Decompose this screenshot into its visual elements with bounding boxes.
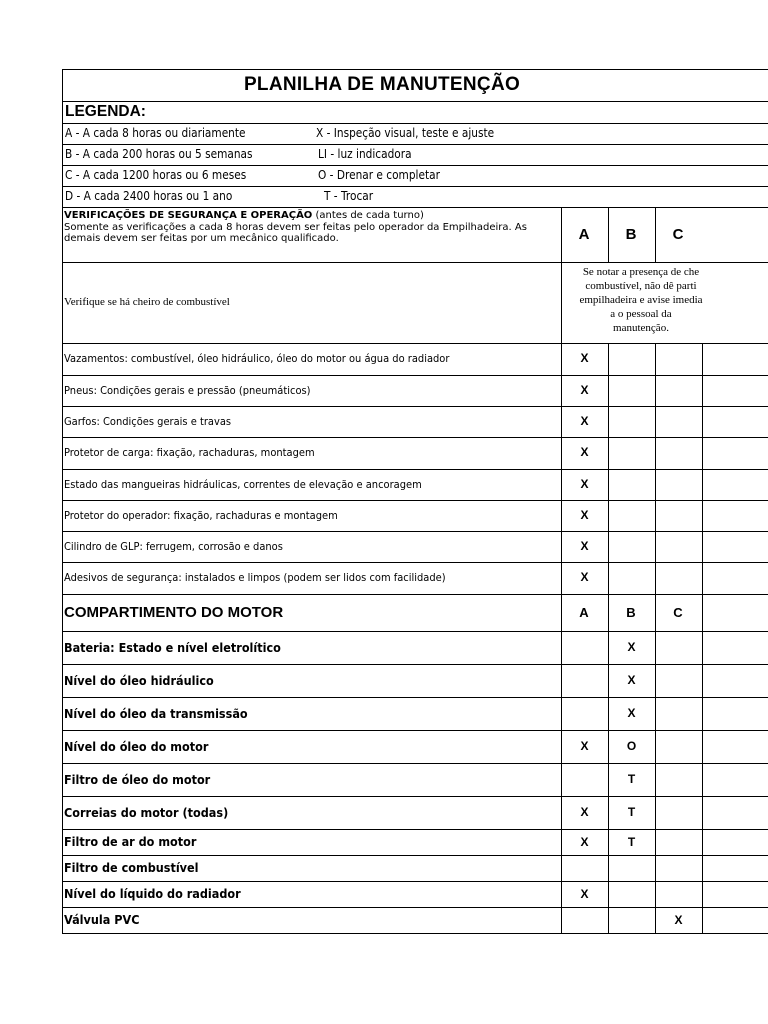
interval-cell-a: X — [580, 805, 589, 819]
interval-cell-b: X — [627, 673, 636, 687]
interval-cell-c — [655, 855, 702, 881]
column-header-c: C — [672, 226, 684, 243]
interval-cell-c — [655, 730, 702, 763]
legend-frequency: D - A cada 2400 horas ou 1 ano — [65, 189, 233, 203]
interval-cell-b — [608, 881, 655, 907]
interval-cell-c — [655, 697, 702, 730]
checklist-item-label: Protetor de carga: fixação, rachaduras, montagem — [64, 446, 315, 459]
interval-cell-b: T — [627, 835, 636, 849]
interval-cell-b: T — [627, 805, 636, 819]
legend-row — [62, 186, 768, 207]
interval-cell-a — [561, 697, 608, 730]
interval-cell-b — [608, 406, 655, 437]
checklist-item-label: Pneus: Condições gerais e pressão (pneumáticos) — [64, 384, 311, 397]
checklist-item-label: Válvula PVC — [64, 912, 140, 927]
legend-frequency: B - A cada 200 horas ou 5 semanas — [65, 147, 253, 161]
interval-cell-b: T — [627, 772, 636, 786]
interval-cell-a — [561, 763, 608, 796]
engine-section-heading: COMPARTIMENTO DO MOTOR — [64, 604, 284, 621]
interval-cell-c — [655, 562, 702, 593]
interval-cell-c — [655, 469, 702, 500]
interval-cell-a: X — [580, 887, 589, 901]
column-header-c: C — [673, 605, 683, 620]
interval-cell-c — [655, 763, 702, 796]
safety-heading-note: (antes de cada turno) — [315, 210, 424, 221]
interval-cell-c — [655, 631, 702, 664]
interval-cell-b — [608, 437, 655, 468]
legend-row — [62, 123, 768, 144]
interval-cell-a — [561, 907, 608, 933]
interval-cell-a: X — [580, 570, 589, 584]
checklist-item-label: Estado das mangueiras hidráulicas, correntes de elevação e ancoragem — [64, 478, 422, 491]
interval-cell-b — [608, 469, 655, 500]
legend-code: T - Trocar — [324, 189, 374, 203]
interval-cell-b: O — [626, 739, 637, 753]
interval-cell-a: X — [580, 351, 589, 365]
interval-cell-a: X — [580, 383, 589, 397]
interval-cell-b — [608, 562, 655, 593]
column-header-a: A — [579, 605, 589, 620]
checklist-item-label: Correias do motor (todas) — [64, 805, 229, 820]
interval-cell-c — [655, 531, 702, 562]
interval-cell-a — [561, 664, 608, 697]
interval-cell-c — [655, 829, 702, 855]
checklist-item-label: Filtro de combustível — [64, 860, 199, 875]
interval-cell-b — [608, 907, 655, 933]
interval-cell-a: X — [580, 835, 589, 849]
legend-row — [62, 144, 768, 165]
checklist-item-label: Adesivos de segurança: instalados e limpos (podem ser lidos com facilidade) — [64, 571, 446, 584]
column-header-b: B — [625, 226, 637, 243]
legend-frequency: A - A cada 8 horas ou diariamente — [65, 126, 246, 140]
interval-cell-a: X — [580, 445, 589, 459]
interval-cell-c: X — [674, 913, 683, 927]
safety-description: demais devem ser feitas por um mecânico qualificado. — [64, 233, 339, 244]
interval-cell-a: X — [580, 508, 589, 522]
legend-row — [62, 165, 768, 186]
interval-cell-b — [608, 500, 655, 531]
grid-line — [62, 933, 768, 934]
interval-cell-b — [608, 343, 655, 374]
grid-line — [62, 594, 768, 595]
legend-code: LI - luz indicadora — [318, 147, 412, 161]
grid-line — [62, 101, 768, 102]
legend-code: O - Drenar e completar — [318, 168, 440, 182]
interval-cell-c — [655, 375, 702, 406]
interval-cell-c — [655, 664, 702, 697]
checklist-item-label: Nível do óleo do motor — [64, 739, 209, 754]
interval-cell-c — [655, 881, 702, 907]
interval-cell-a: X — [580, 739, 589, 753]
safety-section-header — [64, 210, 554, 262]
page-title: PLANILHA DE MANUTENÇÃO — [243, 74, 521, 95]
interval-cell-b — [608, 855, 655, 881]
checklist-item-label: Bateria: Estado e nível eletrolítico — [64, 640, 281, 655]
checklist-item-label: Filtro de ar do motor — [64, 834, 197, 849]
grid-line — [702, 343, 703, 934]
interval-cell-a — [561, 855, 608, 881]
interval-cell-b — [608, 531, 655, 562]
safety-heading: VERIFICAÇÕES DE SEGURANÇA E OPERAÇÃO — [64, 210, 313, 221]
interval-cell-c — [655, 796, 702, 829]
checklist-item-label: Protetor do operador: fixação, rachaduras e montagem — [64, 509, 338, 522]
legend-frequency: C - A cada 1200 horas ou 6 meses — [65, 168, 247, 182]
checklist-item-label: Garfos: Condições gerais e travas — [64, 415, 232, 428]
checklist-item-label: Filtro de óleo do motor — [64, 772, 211, 787]
interval-cell-b — [608, 375, 655, 406]
maintenance-sheet — [62, 69, 768, 934]
interval-cell-c — [655, 343, 702, 374]
checklist-item-label: Nível do líquido do radiador — [64, 886, 241, 901]
column-header-b: B — [626, 605, 636, 620]
checklist-item-label: Nível do óleo da transmissão — [64, 706, 248, 721]
column-header-a: A — [578, 226, 590, 243]
checklist-item-label: Vazamentos: combustível, óleo hidráulico, óleo do motor ou água do radiador — [64, 352, 450, 365]
interval-cell-c — [655, 406, 702, 437]
legend-code: X - Inspeção visual, teste e ajuste — [316, 126, 495, 140]
fuel-smell-note: Se notar a presença de che combustível, não dê parti empilhadeira e avise imedia a o pessoal da manutenção. — [579, 266, 703, 334]
legend-heading: LEGENDA: — [65, 103, 146, 120]
interval-cell-a: X — [580, 414, 589, 428]
safety-description: Somente as verificações a cada 8 horas devem ser feitas pelo operador da Empilhadeira. As — [64, 221, 527, 233]
fuel-smell-check: Verifique se há cheiro de combustível — [64, 296, 230, 308]
interval-cell-c — [655, 500, 702, 531]
interval-cell-c — [655, 437, 702, 468]
grid-line — [62, 207, 768, 208]
checklist-item-label: Nível do óleo hidráulico — [64, 673, 214, 688]
interval-cell-a — [561, 631, 608, 664]
interval-cell-b: X — [627, 706, 636, 720]
interval-cell-b: X — [627, 640, 636, 654]
checklist-item-label: Cilindro de GLP: ferrugem, corrosão e danos — [64, 540, 283, 553]
interval-cell-a: X — [580, 539, 589, 553]
interval-cell-a: X — [580, 477, 589, 491]
